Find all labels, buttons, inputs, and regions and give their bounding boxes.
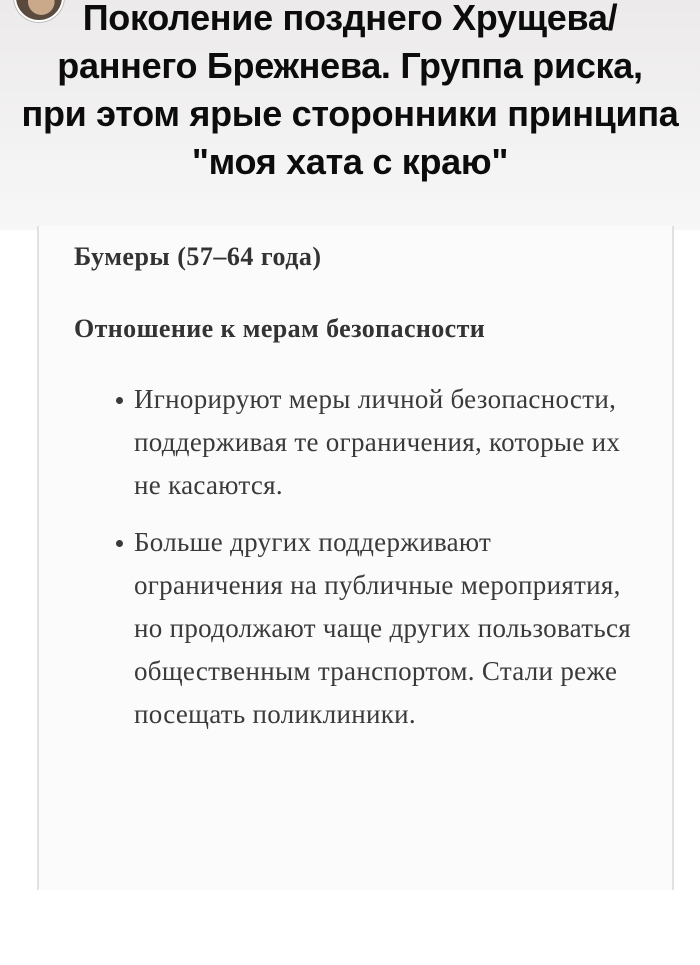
list-item-text: Игнорируют меры личной безопасности, поддерживая те ограничения, которые их не касаются. [134,384,621,500]
list-item [74,521,634,736]
section-heading: Отношение к мерам безопасности [74,314,486,343]
article-card [37,226,674,890]
bullet-list [74,378,634,736]
article-title: Бумеры (57–64 года) [74,242,322,271]
list-item [74,378,634,507]
bullet-dot-icon [116,397,123,404]
overlay-caption: Поколение позднего Хрущева/ раннего Брежнева. Группа риска, при этом ярые сторонники принципа "моя хата с краю" [21,0,679,182]
list-item-text: Больше других поддерживают ограничения на публичные мероприятия, но продолжают чаще других пользоваться общественным транспортом. Стали реже посещать поликлиники. [134,527,631,729]
bullet-dot-icon [116,540,123,547]
